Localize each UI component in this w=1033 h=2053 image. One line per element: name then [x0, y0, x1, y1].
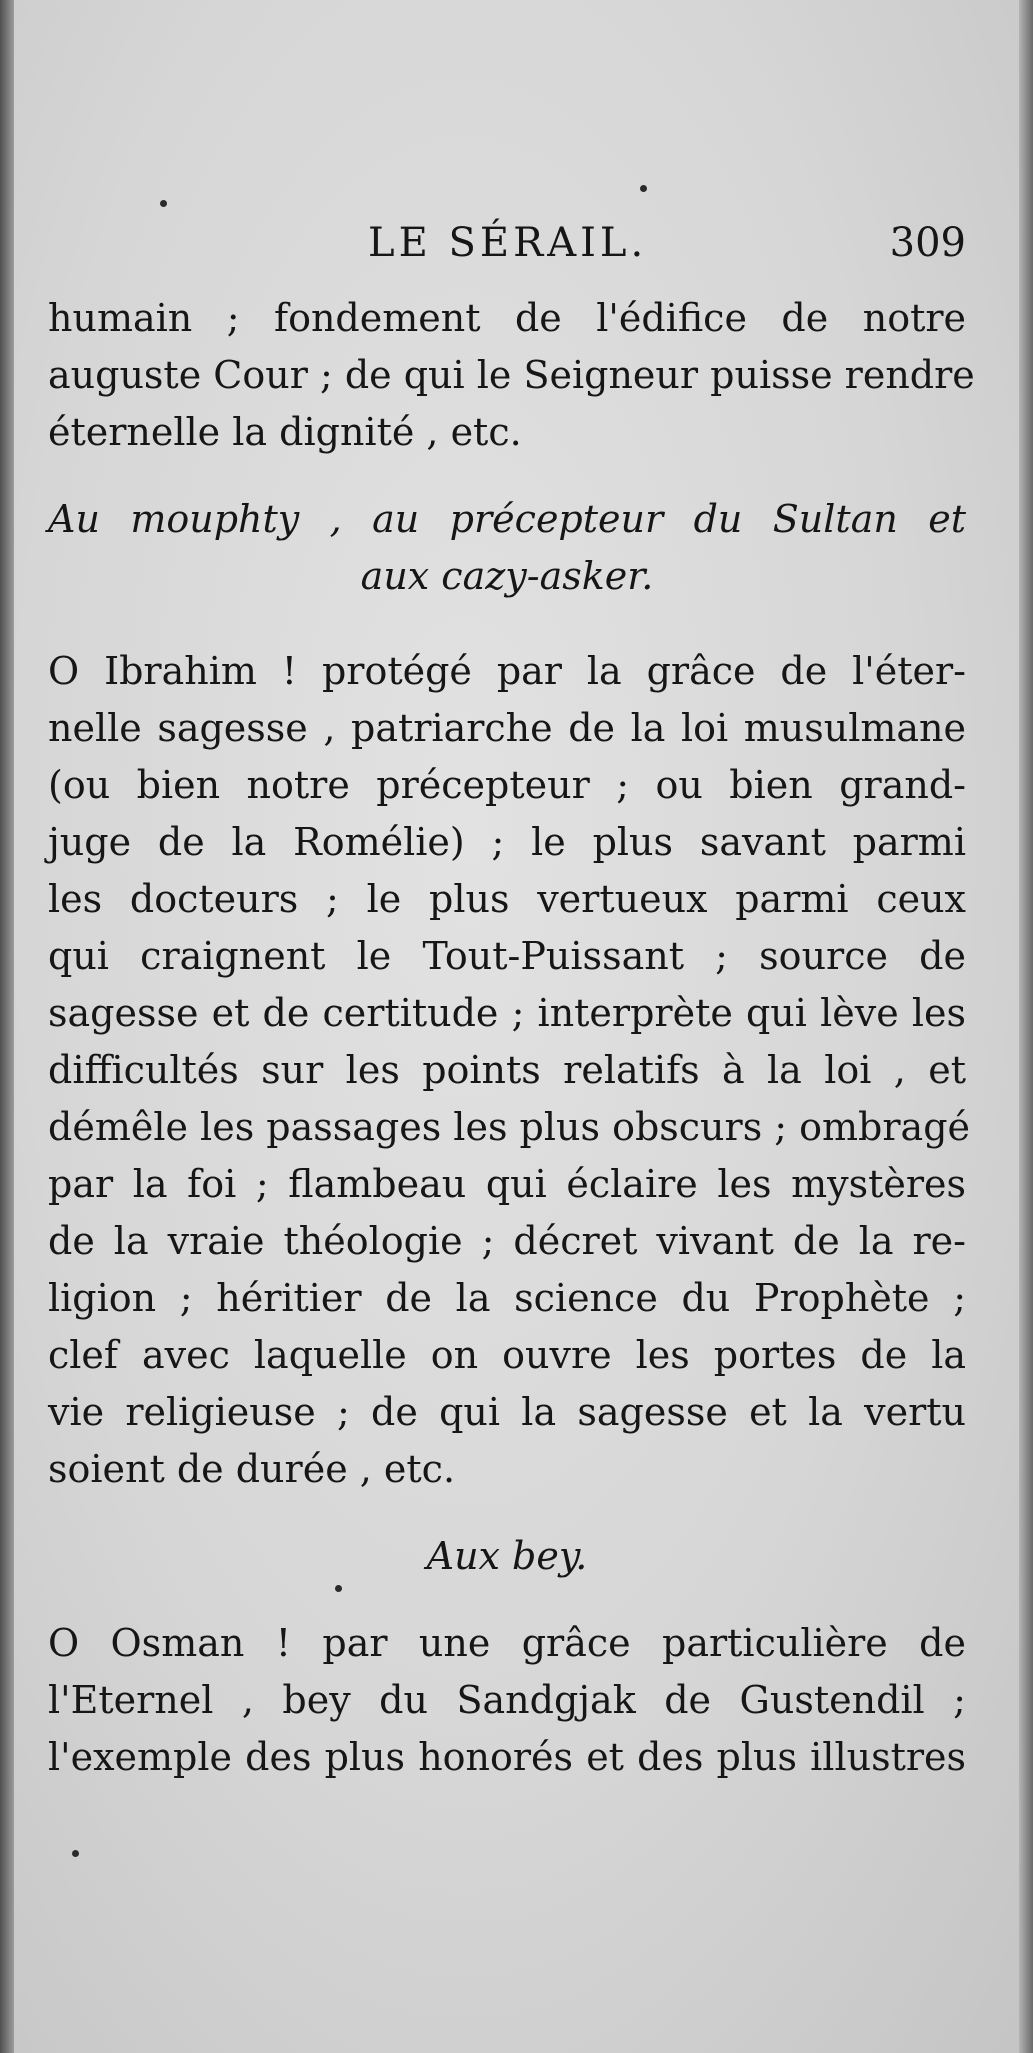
text-line: les docteurs ; le plus vertueux parmi ceux — [48, 877, 966, 921]
page-text — [48, 290, 975, 1786]
text-line: qui craignent le Tout-Puissant ; source de — [48, 934, 966, 978]
page-left-edge — [0, 0, 14, 2053]
spacer — [48, 461, 966, 491]
text-line: humain ; fondement de l'édifice de notre — [48, 296, 966, 340]
text-line: vie religieuse ; de qui la sagesse et la vertu — [48, 1390, 966, 1434]
text-line: de la vraie théologie ; décret vivant de la re- — [48, 1219, 966, 1263]
text-line: nelle sagesse , patriarche de la loi musulmane — [48, 706, 966, 750]
spacer — [48, 1585, 966, 1615]
page-number: 309 — [889, 220, 966, 266]
running-head: LE SÉRAIL. — [368, 220, 648, 266]
ink-speck — [160, 200, 167, 207]
text-line: par la foi ; flambeau qui éclaire les mystères — [48, 1162, 966, 1206]
text-line: sagesse et de certitude ; interprète qui lève les — [48, 991, 966, 1035]
section-heading: Aux bey. — [426, 1534, 588, 1578]
text-line: l'Eternel , bey du Sandgjak de Gustendil ; — [48, 1678, 966, 1722]
text-line: l'exemple des plus honorés et des plus illustres — [48, 1735, 966, 1779]
text-line: ligion ; héritier de la science du Prophète ; — [48, 1276, 966, 1320]
page-right-edge — [1019, 0, 1033, 2053]
spacer — [48, 1498, 966, 1528]
text-line: juge de la Romélie) ; le plus savant parmi — [48, 820, 966, 864]
ink-speck — [640, 185, 647, 192]
text-line: difficultés sur les points relatifs à la loi , et — [48, 1048, 966, 1092]
text-line: O Ibrahim ! protégé par la grâce de l'éter- — [48, 649, 966, 693]
text-line: clef avec laquelle on ouvre les portes de la — [48, 1333, 966, 1377]
text-line: soient de durée , etc. — [48, 1447, 456, 1491]
ink-speck — [72, 1850, 79, 1857]
ink-speck — [335, 1585, 342, 1592]
section-heading: Au mouphty , au précepteur du Sultan et — [48, 497, 966, 541]
spacer — [48, 605, 966, 643]
text-line: O Osman ! par une grâce particulière de — [48, 1621, 966, 1665]
text-line: auguste Cour ; de qui le Seigneur puisse rendre — [48, 353, 975, 397]
page-header — [48, 218, 966, 268]
section-heading: aux cazy-asker. — [360, 554, 654, 598]
text-line: éternelle la dignité , etc. — [48, 410, 522, 454]
text-line: démêle les passages les plus obscurs ; ombragé — [48, 1105, 971, 1149]
text-line: (ou bien notre précepteur ; ou bien grand- — [48, 763, 966, 807]
